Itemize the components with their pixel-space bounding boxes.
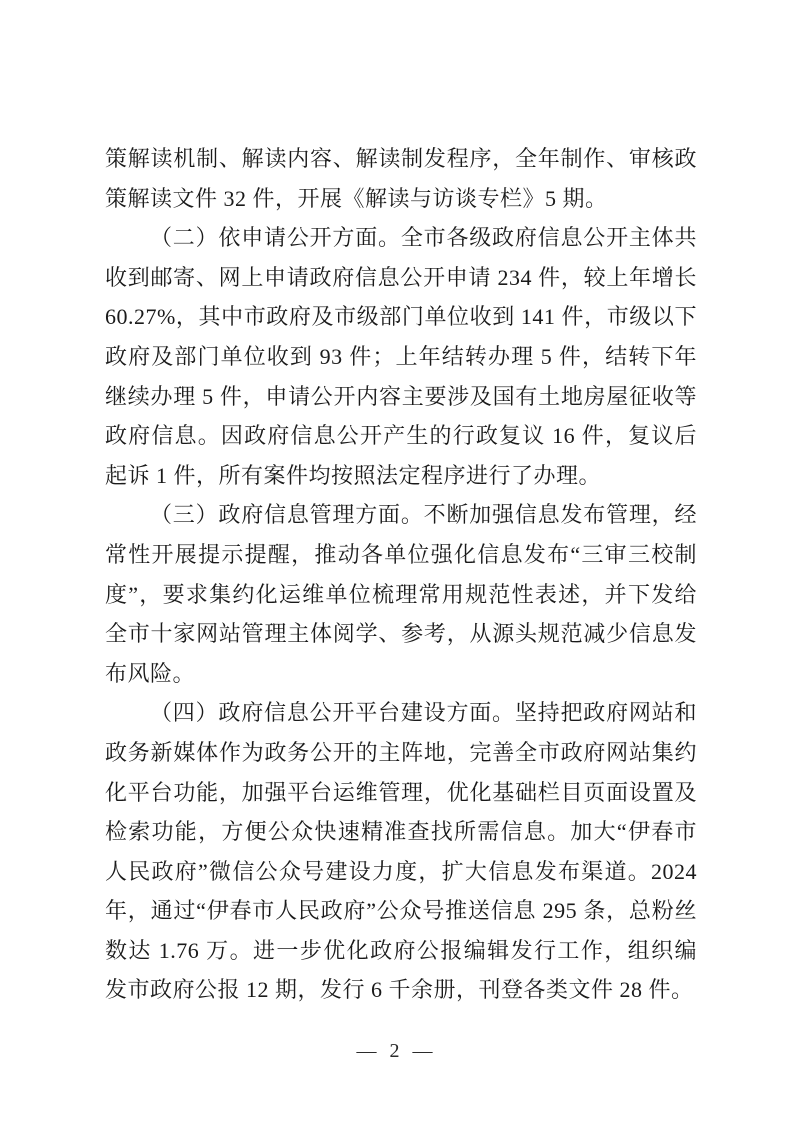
section-heading: （二）依申请公开方面。 [150,225,401,251]
paragraph [105,218,697,495]
paragraph [105,495,697,693]
paragraph [105,139,697,218]
paragraph-text: 全市各级政府信息公开主体共收到邮寄、网上申请政府信息公开申请 234 件，较上年增长 60.27%，其中市政府及市级部门单位收到 141 件，市级以下政府及部门单位收到 93 件；上年结转办理 5 件，结转下年继续办理 5 件，申请公开内容主要涉及国有土地房屋征收等政府信息。因政府信息公开产生的行政复议 16 件，复议后起诉 1 件，所有案件均按照法定程序进行了办理。 [105,225,697,488]
section-heading: （四）政府信息公开平台建设方面。 [150,700,515,726]
paragraph [105,693,697,1010]
paragraph-text: 不断加强信息发布管理，经常性开展提示提醒，推动各单位强化信息发布“三审三校制度”，要求集约化运维单位梳理常用规范性表述，并下发给全市十家网站管理主体阅学、参考，从源头规范减少信息发布风险。 [105,502,697,686]
paragraph-text: 策解读机制、解读内容、解读制发程序，全年制作、审核政策解读文件 32 件，开展《解读与访谈专栏》5 期。 [105,146,697,211]
document-body [105,139,697,1010]
section-heading: （三）政府信息管理方面。 [150,502,424,528]
page-number: — 2 — [356,1040,437,1062]
paragraph-text: 坚持把政府网站和政务新媒体作为政务公开的主阵地，完善全市政府网站集约化平台功能，加强平台运维管理，优化基础栏目页面设置及检索功能，方便公众快速精准查找所需信息。加大“伊春市人民政府”微信公众号建设力度，扩大信息发布渠道。2024 年，通过“伊春市人民政府”公众号推送信息 295 条，总粉丝数达 1.76 万。进一步优化政府公报编辑发行工作，组织编发市政府公报 12 期，发行 6 千余册，刊登各类文件 28 件。 [105,700,697,1003]
